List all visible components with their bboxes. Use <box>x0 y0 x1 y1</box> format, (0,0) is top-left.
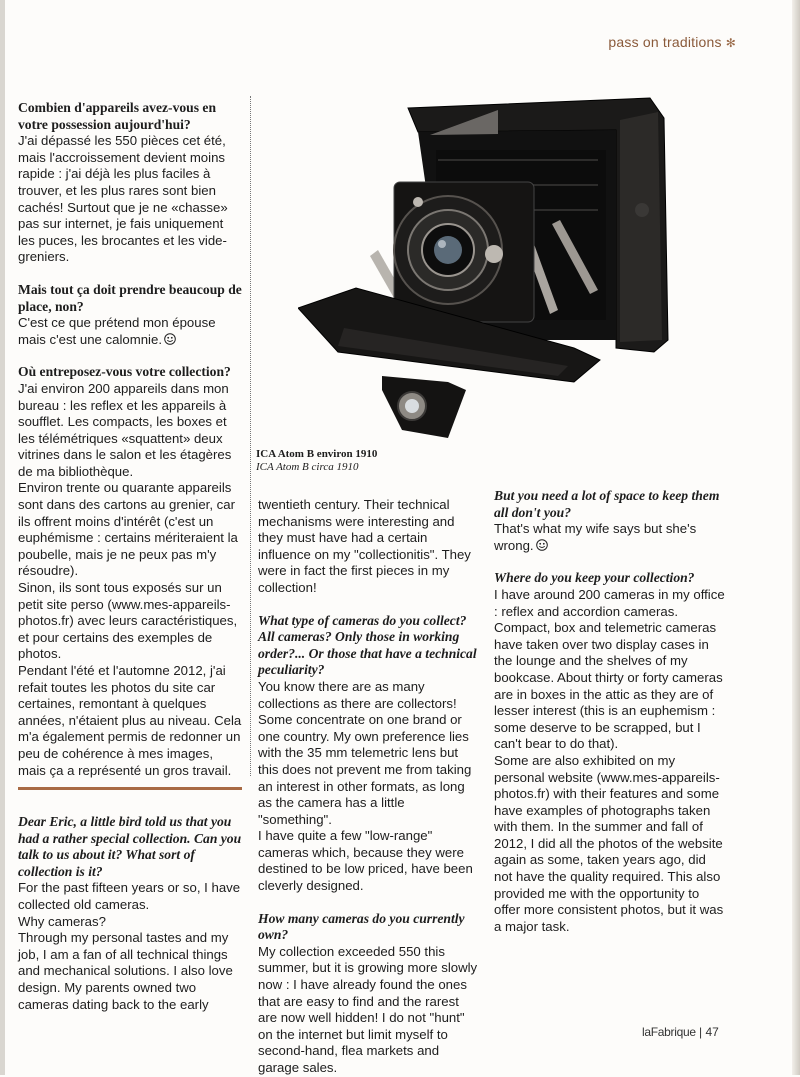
caption-french: ICA Atom B environ 1910 <box>256 448 378 460</box>
page-number: 47 <box>705 1025 719 1039</box>
question-heading: But you need a lot of space to keep them all don't you? <box>494 488 720 520</box>
left-column-english <box>18 814 242 1013</box>
question-heading: Où entreposez-vous votre collection? <box>18 364 231 380</box>
page-edge-right <box>792 0 800 1075</box>
caption-english: ICA Atom B circa 1910 <box>256 461 359 473</box>
right-column <box>494 488 726 935</box>
answer-paragraph: twentieth century. Their technical mechanisms were interesting and they must have had a certain influence on my "collectionitis". They were in fact the first pieces in my collection! <box>258 497 471 595</box>
smiley-icon <box>536 539 548 551</box>
answer-paragraph: Environ trente ou quarante appareils sont dans des cartons au grenier, car ils offrent moins d'intérêt (c'est un euphémisme : certains mériteraient la poubelle, mais je ne peux pas m'y résoudre). <box>18 480 238 579</box>
answer-paragraph: I have around 200 cameras in my office : reflex and accordion cameras. Compact, box and telemetric cameras have taken over two display cases in the lounge and the shelves of my bookcase. About thirty or forty cameras are in boxes in the attic as they are of lesser interest (this is an euphemism : some deserve to be scrapped, but I can't bear to do that). <box>494 586 725 752</box>
camera-photo <box>298 90 672 445</box>
question-heading: Combien d'appareils avez-vous en votre possession aujourd'hui? <box>18 100 217 132</box>
section-divider <box>18 787 242 790</box>
answer-paragraph: J'ai dépassé les 550 pièces cet été, mais l'accroissement devient moins rapide : j'ai déjà les plus faciles à trouver, et les plus rares sont bien cachés! Surtout que je ne «chasse» pas sur internet, je fais uniquement les puces, les brocantes et les vide-greniers. <box>18 133 228 265</box>
page-edge-left <box>0 0 5 1075</box>
answer-paragraph: I have quite a few "low-range" cameras which, because they were destined to be low priced, have been cleverly designed. <box>258 828 473 894</box>
question-heading: How many cameras do you currently own? <box>258 910 465 943</box>
answer-paragraph: J'ai environ 200 appareils dans mon bureau : les reflex et les appareils à soufflet. Les compacts, les boxes et les télémétriques «squattent» deux vitrines dans le salon et les étagères de ma bibliothèque. <box>18 380 232 479</box>
question-heading: Where do you keep your collection? <box>494 570 695 586</box>
magazine-brand: laFabrique <box>642 1025 696 1039</box>
answer-paragraph: Pendant l'été et l'automne 2012, j'ai refait toutes les photos du site car certaines, remontant à quelques années, n'étaient plus au niveau. Cela m'a également permis de redonner un peu de cohérence à mes images, mais ça a représenté un gros travail. <box>18 663 242 778</box>
page-footer <box>642 1025 719 1039</box>
answer-paragraph: My collection exceeded 550 this summer, but it is growing more slowly now : I have already found the ones that are easy to find and the rarest are now well hidden! I do not "hunt" on the internet but limit myself to second-hand, flea markets and garage sales. <box>258 943 478 1075</box>
middle-column <box>258 497 480 1077</box>
section-header <box>608 34 736 50</box>
answer-paragraph: For the past fifteen years or so, I have collected old cameras. <box>18 880 241 912</box>
question-heading: What type of cameras do you collect? All cameras? Only those in working order?... Or those that have a technical peculiarity? <box>258 612 477 678</box>
footer-separator: | <box>695 1025 706 1039</box>
answer-paragraph: You know there are as many collections as there are collectors! Some concentrate on one brand or one country. My own preference lies with the 35 mm telemetric lens but this does not prevent me from taking an interest in other formats, as long as the camera has a little "something". <box>258 678 472 827</box>
answer-paragraph: Sinon, ils sont tous exposés sur un petit site perso (www.mes-appareils-photos.fr) avec leurs caractéristiques, et pour certains des exemples de photos. <box>18 580 238 662</box>
column-separator <box>250 96 251 776</box>
left-column <box>18 100 242 779</box>
answer-paragraph: Some are also exhibited on my personal website (www.mes-appareils-photos.fr) with their features and some have examples of photographs taken with them. In the summer and fall of 2012, I did all the photos of the website again as some, taken years ago, did not have the quality required. This also provided me with the opportunity to offer more consistent photos, but it was a major task. <box>494 752 724 934</box>
question-heading: Mais tout ça doit prendre beaucoup de place, non? <box>18 281 242 314</box>
answer-paragraph: C'est ce que prétend mon épouse mais c'est une calomnie. <box>18 315 216 347</box>
answer-paragraph: Through my personal tastes and my job, I am a fan of all technical things and mechanical solutions. I also love design. My parents owned two cameras dating back to the early <box>18 930 233 1012</box>
photo-caption <box>256 448 377 474</box>
answer-paragraph: Why cameras? <box>18 913 106 929</box>
asterisk-icon: ✻ <box>725 36 736 50</box>
section-title: pass on traditions <box>608 34 722 50</box>
smiley-icon <box>164 333 176 345</box>
answer-paragraph: That's what my wife says but she's wrong. <box>494 521 697 553</box>
question-heading: Dear Eric, a little bird told us that you had a rather special collection. Can you talk to us about it? What sort of collection is it? <box>18 814 242 879</box>
